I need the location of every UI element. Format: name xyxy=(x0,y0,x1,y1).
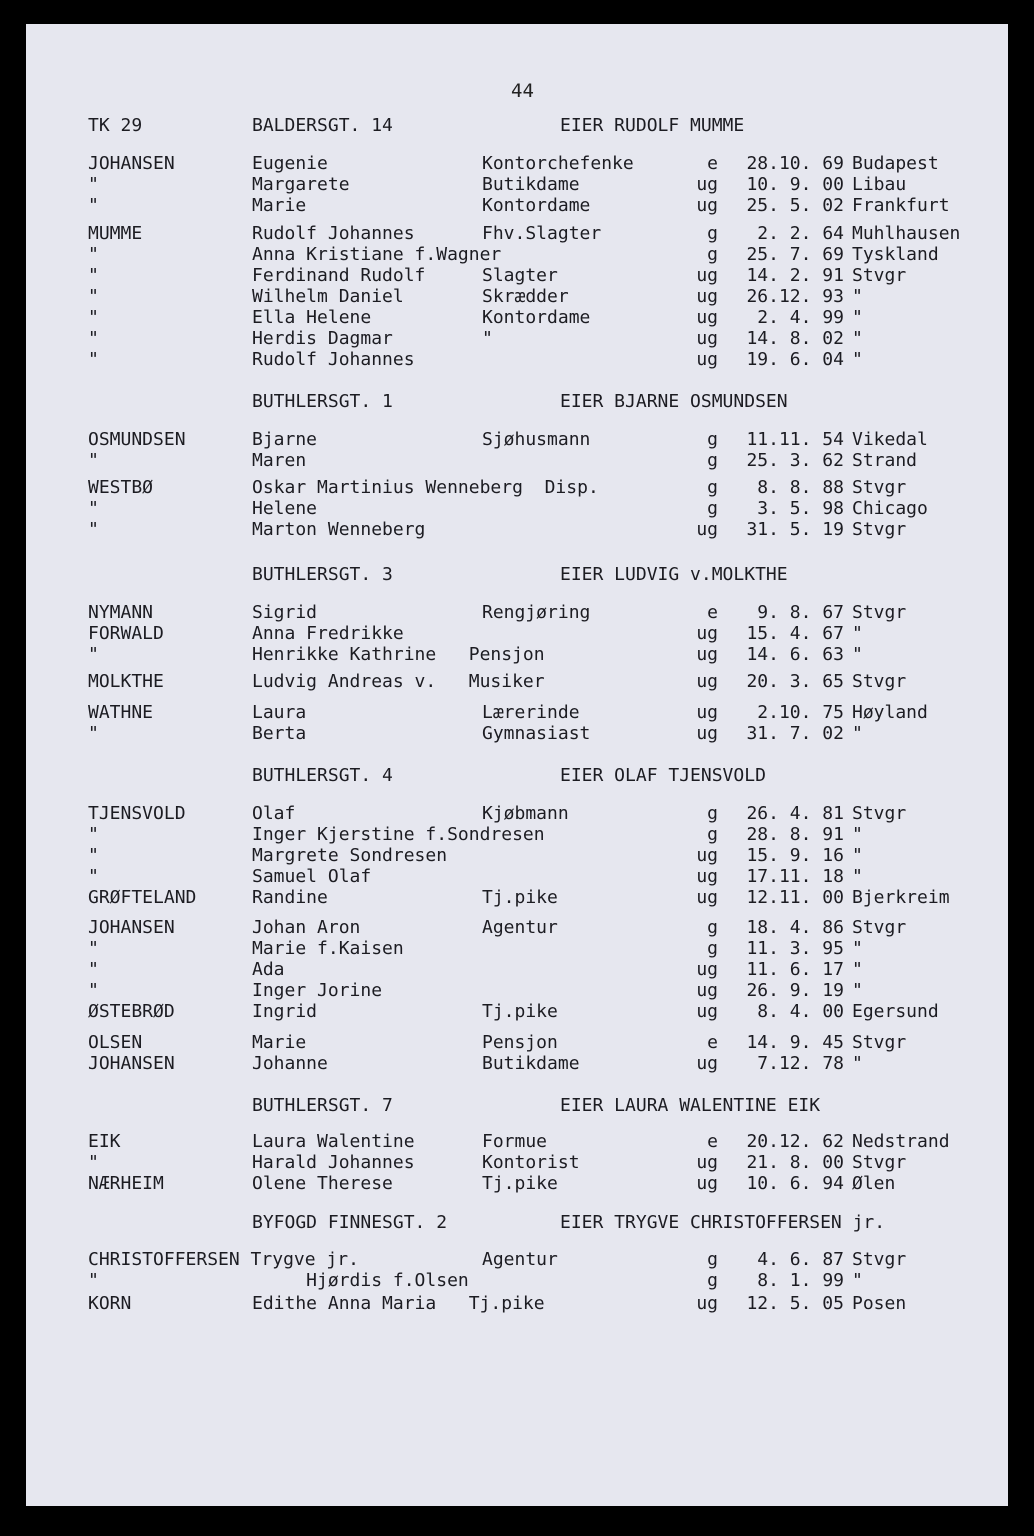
birth-date-cell: 17.11. 18 xyxy=(746,866,844,887)
birthplace-cell: Muhlhausen xyxy=(852,223,961,244)
birthplace-cell: Nedstrand xyxy=(852,1131,950,1152)
occupation-cell: Tj.pike xyxy=(482,887,558,908)
register-row xyxy=(26,477,1008,499)
surname-cell: " xyxy=(88,265,99,286)
marital-status-cell: ug xyxy=(696,1152,718,1173)
first-name-cell: Samuel Olaf xyxy=(252,866,372,887)
register-row xyxy=(26,980,1008,1002)
register-row xyxy=(26,1293,1008,1315)
birthplace-cell: Stvgr xyxy=(852,1032,907,1053)
section-address: BALDERSGT. 14 xyxy=(252,115,393,136)
birthplace-cell: Vikedal xyxy=(852,429,928,450)
register-row xyxy=(26,824,1008,846)
marital-status-cell: g xyxy=(707,938,718,959)
marital-status-cell: ug xyxy=(696,307,718,328)
register-row xyxy=(26,1131,1008,1153)
surname-cell: JOHANSEN xyxy=(88,1053,175,1074)
surname-cell: " xyxy=(88,723,99,744)
birth-date-cell: 28. 8. 91 xyxy=(746,824,844,845)
surname-cell: WESTBØ xyxy=(88,477,154,498)
marital-status-cell: ug xyxy=(696,845,718,866)
birthplace-cell: Stvgr xyxy=(852,803,907,824)
marital-status-cell: e xyxy=(707,602,718,623)
marital-status-cell: g xyxy=(707,1270,718,1291)
surname-cell: TJENSVOLD xyxy=(88,803,186,824)
first-name-cell: Anna Fredrikke xyxy=(252,623,404,644)
marital-status-cell: ug xyxy=(696,349,718,370)
occupation-cell: Sjøhusmann xyxy=(482,429,591,450)
section-header xyxy=(26,115,1008,137)
marital-status-cell: g xyxy=(707,429,718,450)
birth-date-cell: 21. 8. 00 xyxy=(746,1152,844,1173)
surname-cell: " xyxy=(88,450,99,471)
first-name-cell: Ferdinand Rudolf xyxy=(252,265,426,286)
register-row xyxy=(26,623,1008,645)
birthplace-cell: Stvgr xyxy=(852,1249,907,1270)
marital-status-cell: g xyxy=(707,223,718,244)
marital-status-cell: ug xyxy=(696,1053,718,1074)
first-name-cell: Marie xyxy=(252,1032,307,1053)
birthplace-cell: Stvgr xyxy=(852,1152,907,1173)
birth-date-cell: 12.11. 00 xyxy=(746,887,844,908)
birthplace-cell: " xyxy=(852,623,863,644)
surname-cell: " xyxy=(88,866,99,887)
register-row xyxy=(26,286,1008,308)
surname-cell: GRØFTELAND xyxy=(88,887,197,908)
first-name-cell: Marie xyxy=(252,195,307,216)
marital-status-cell: ug xyxy=(696,1293,718,1314)
first-name-cell: Margrete Sondresen xyxy=(252,845,448,866)
birth-date-cell: 25. 5. 02 xyxy=(746,195,844,216)
surname-cell: " xyxy=(88,286,99,307)
occupation-cell: Tj.pike xyxy=(482,1001,558,1022)
surname-cell: FORWALD xyxy=(88,623,164,644)
birthplace-cell: Stvgr xyxy=(852,602,907,623)
register-row xyxy=(26,845,1008,867)
register-row xyxy=(26,1032,1008,1054)
section-owner: EIER BJARNE OSMUNDSEN xyxy=(560,391,788,412)
birthplace-cell: " xyxy=(852,307,863,328)
birthplace-cell: " xyxy=(852,723,863,744)
section-owner: EIER LUDVIG v.MOLKTHE xyxy=(560,564,788,585)
marital-status-cell: ug xyxy=(696,1001,718,1022)
first-name-cell: Henrikke Kathrine Pensjon xyxy=(252,644,545,665)
register-row xyxy=(26,938,1008,960)
occupation-cell: Slagter xyxy=(482,265,558,286)
register-row xyxy=(26,519,1008,541)
section-address: BYFOGD FINNESGT. 2 xyxy=(252,1212,448,1233)
register-row xyxy=(26,1001,1008,1023)
section-owner: EIER LAURA WALENTINE EIK xyxy=(560,1095,821,1116)
section-owner: EIER TRYGVE CHRISTOFFERSEN jr. xyxy=(560,1212,886,1233)
birth-date-cell: 10. 6. 94 xyxy=(746,1173,844,1194)
surname-cell: " xyxy=(88,519,99,540)
tk-label: TK 29 xyxy=(88,115,143,136)
occupation-cell: Kontorchefenke xyxy=(482,153,634,174)
register-row xyxy=(26,244,1008,266)
first-name-cell: Maren xyxy=(252,450,307,471)
first-name-cell: Herdis Dagmar xyxy=(252,328,393,349)
register-row xyxy=(26,702,1008,724)
surname-cell: JOHANSEN xyxy=(88,153,175,174)
surname-cell: " xyxy=(88,244,99,265)
first-name-cell: Olaf xyxy=(252,803,296,824)
surname-cell: " xyxy=(88,174,99,195)
birth-date-cell: 20.12. 62 xyxy=(746,1131,844,1152)
page-number: 44 xyxy=(511,80,534,102)
marital-status-cell: ug xyxy=(696,866,718,887)
register-row xyxy=(26,195,1008,217)
marital-status-cell: ug xyxy=(696,328,718,349)
birth-date-cell: 4. 6. 87 xyxy=(757,1249,844,1270)
marital-status-cell: ug xyxy=(696,644,718,665)
birth-date-cell: 18. 4. 86 xyxy=(746,917,844,938)
register-row xyxy=(26,328,1008,350)
birthplace-cell: Egersund xyxy=(852,1001,939,1022)
birth-date-cell: 12. 5. 05 xyxy=(746,1293,844,1314)
marital-status-cell: ug xyxy=(696,959,718,980)
birthplace-cell: Chicago xyxy=(852,498,928,519)
birthplace-cell: Høyland xyxy=(852,702,928,723)
surname-cell: " xyxy=(88,349,99,370)
surname-cell: MUMME xyxy=(88,223,143,244)
marital-status-cell: ug xyxy=(696,195,718,216)
register-row xyxy=(26,1053,1008,1075)
register-row xyxy=(26,602,1008,624)
register-row xyxy=(26,307,1008,329)
occupation-cell: Agentur xyxy=(482,1249,558,1270)
register-row xyxy=(26,153,1008,175)
first-name-cell: Berta xyxy=(252,723,307,744)
birthplace-cell: Libau xyxy=(852,174,907,195)
surname-cell: CHRISTOFFERSEN Trygve jr. xyxy=(88,1249,359,1270)
marital-status-cell: ug xyxy=(696,265,718,286)
birthplace-cell: " xyxy=(852,866,863,887)
birthplace-cell: Frankfurt xyxy=(852,195,950,216)
surname-cell: " xyxy=(88,845,99,866)
birth-date-cell: 28.10. 69 xyxy=(746,153,844,174)
section-owner: EIER OLAF TJENSVOLD xyxy=(560,765,766,786)
first-name-cell: Bjarne xyxy=(252,429,318,450)
occupation-cell: Kontordame xyxy=(482,307,591,328)
marital-status-cell: e xyxy=(707,1032,718,1053)
first-name-cell: Sigrid xyxy=(252,602,318,623)
surname-cell: NÆRHEIM xyxy=(88,1173,164,1194)
first-name-cell: Harald Johannes xyxy=(252,1152,415,1173)
first-name-cell: Marton Wenneberg xyxy=(252,519,426,540)
surname-cell: " xyxy=(88,498,99,519)
first-name-cell: Eugenie xyxy=(252,153,328,174)
register-row xyxy=(26,959,1008,981)
birthplace-cell: " xyxy=(852,824,863,845)
surname-cell: " xyxy=(88,824,99,845)
birthplace-cell: Tyskland xyxy=(852,244,939,265)
birthplace-cell: Stvgr xyxy=(852,477,907,498)
birth-date-cell: 8. 8. 88 xyxy=(757,477,844,498)
birth-date-cell: 15. 9. 16 xyxy=(746,845,844,866)
register-row xyxy=(26,671,1008,693)
marital-status-cell: g xyxy=(707,803,718,824)
marital-status-cell: g xyxy=(707,1249,718,1270)
register-row xyxy=(26,429,1008,451)
register-row xyxy=(26,644,1008,666)
surname-cell: MOLKTHE xyxy=(88,671,164,692)
occupation-cell: Pensjon xyxy=(482,1032,558,1053)
birth-date-cell: 20. 3. 65 xyxy=(746,671,844,692)
occupation-cell: Kjøbmann xyxy=(482,803,569,824)
surname-cell: ØSTEBRØD xyxy=(88,1001,175,1022)
birthplace-cell: Ølen xyxy=(852,1173,896,1194)
birth-date-cell: 14. 2. 91 xyxy=(746,265,844,286)
first-name-cell: Wilhelm Daniel xyxy=(252,286,404,307)
first-name-cell: Oskar Martinius Wenneberg Disp. xyxy=(252,477,599,498)
occupation-cell: Butikdame xyxy=(482,174,580,195)
first-name-cell: Ludvig Andreas v. Musiker xyxy=(252,671,545,692)
birthplace-cell: " xyxy=(852,349,863,370)
occupation-cell: Tj.pike xyxy=(482,1173,558,1194)
birth-date-cell: 25. 7. 69 xyxy=(746,244,844,265)
surname-cell: " xyxy=(88,195,99,216)
surname-cell: OSMUNDSEN xyxy=(88,429,186,450)
birthplace-cell: Stvgr xyxy=(852,917,907,938)
birthplace-cell: " xyxy=(852,959,863,980)
register-row xyxy=(26,349,1008,371)
birth-date-cell: 14. 6. 63 xyxy=(746,644,844,665)
register-row xyxy=(26,450,1008,472)
birthplace-cell: Stvgr xyxy=(852,265,907,286)
occupation-cell: Rengjøring xyxy=(482,602,591,623)
first-name-cell: Ada xyxy=(252,959,285,980)
surname-cell: " xyxy=(88,307,99,328)
occupation-cell: Gymnasiast xyxy=(482,723,591,744)
section-owner: EIER RUDOLF MUMME xyxy=(560,115,745,136)
marital-status-cell: ug xyxy=(696,286,718,307)
birth-date-cell: 11.11. 54 xyxy=(746,429,844,450)
marital-status-cell: g xyxy=(707,450,718,471)
birth-date-cell: 7.12. 78 xyxy=(757,1053,844,1074)
marital-status-cell: ug xyxy=(696,519,718,540)
birth-date-cell: 8. 1. 99 xyxy=(757,1270,844,1291)
marital-status-cell: e xyxy=(707,1131,718,1152)
register-row xyxy=(26,265,1008,287)
surname-cell: WATHNE xyxy=(88,702,154,723)
first-name-cell: Inger Kjerstine f.Sondresen xyxy=(252,824,545,845)
section-address: BUTHLERSGT. 4 xyxy=(252,765,393,786)
marital-status-cell: ug xyxy=(696,887,718,908)
document-page xyxy=(26,24,1008,1506)
register-row xyxy=(26,803,1008,825)
surname-cell: " xyxy=(88,328,99,349)
surname-cell: " xyxy=(88,959,99,980)
occupation-cell: Butikdame xyxy=(482,1053,580,1074)
first-name-cell: Johan Aron xyxy=(252,917,361,938)
birth-date-cell: 25. 3. 62 xyxy=(746,450,844,471)
birth-date-cell: 14. 8. 02 xyxy=(746,328,844,349)
section-header xyxy=(26,391,1008,413)
section-address: BUTHLERSGT. 3 xyxy=(252,564,393,585)
first-name-cell: Johanne xyxy=(252,1053,328,1074)
first-name-cell: Rudolf Johannes xyxy=(252,223,415,244)
marital-status-cell: g xyxy=(707,917,718,938)
first-name-cell: Olene Therese xyxy=(252,1173,393,1194)
register-row xyxy=(26,1270,1008,1292)
birth-date-cell: 26. 9. 19 xyxy=(746,980,844,1001)
birthplace-cell: " xyxy=(852,1270,863,1291)
surname-cell: EIK xyxy=(88,1131,121,1152)
occupation-cell: Skrædder xyxy=(482,286,569,307)
register-row xyxy=(26,1173,1008,1195)
marital-status-cell: g xyxy=(707,477,718,498)
birth-date-cell: 31. 5. 19 xyxy=(746,519,844,540)
surname-cell: " xyxy=(88,938,99,959)
first-name-cell: Rudolf Johannes xyxy=(252,349,415,370)
section-address: BUTHLERSGT. 7 xyxy=(252,1095,393,1116)
birthplace-cell: Stvgr xyxy=(852,519,907,540)
marital-status-cell: ug xyxy=(696,723,718,744)
first-name-cell: Marie f.Kaisen xyxy=(252,938,404,959)
first-name-cell: Randine xyxy=(252,887,328,908)
birthplace-cell: " xyxy=(852,938,863,959)
surname-cell: " xyxy=(88,1152,99,1173)
marital-status-cell: g xyxy=(707,824,718,845)
register-row xyxy=(26,1249,1008,1271)
birthplace-cell: " xyxy=(852,980,863,1001)
register-row xyxy=(26,866,1008,888)
surname-cell: OLSEN xyxy=(88,1032,143,1053)
occupation-cell: Kontordame xyxy=(482,195,591,216)
birthplace-cell: " xyxy=(852,644,863,665)
surname-cell: NYMANN xyxy=(88,602,154,623)
marital-status-cell: ug xyxy=(696,980,718,1001)
register-row xyxy=(26,223,1008,245)
birth-date-cell: 15. 4. 67 xyxy=(746,623,844,644)
birth-date-cell: 26.12. 93 xyxy=(746,286,844,307)
birth-date-cell: 2. 2. 64 xyxy=(757,223,844,244)
first-name-cell: Inger Jorine xyxy=(252,980,383,1001)
surname-cell: " xyxy=(88,644,99,665)
birthplace-cell: Stvgr xyxy=(852,671,907,692)
register-row xyxy=(26,174,1008,196)
register-row xyxy=(26,1152,1008,1174)
occupation-cell: Kontorist xyxy=(482,1152,580,1173)
register-row xyxy=(26,723,1008,745)
marital-status-cell: ug xyxy=(696,623,718,644)
surname-cell: KORN xyxy=(88,1293,132,1314)
birth-date-cell: 3. 5. 98 xyxy=(757,498,844,519)
birthplace-cell: Posen xyxy=(852,1293,907,1314)
birthplace-cell: " xyxy=(852,1053,863,1074)
marital-status-cell: ug xyxy=(696,174,718,195)
first-name-cell: Margarete xyxy=(252,174,350,195)
first-name-cell: Laura Walentine xyxy=(252,1131,415,1152)
surname-cell: " xyxy=(88,980,99,1001)
birth-date-cell: 19. 6. 04 xyxy=(746,349,844,370)
birth-date-cell: 11. 3. 95 xyxy=(746,938,844,959)
section-header xyxy=(26,564,1008,586)
register-row xyxy=(26,498,1008,520)
section-header xyxy=(26,1095,1008,1117)
occupation-cell: " xyxy=(482,328,493,349)
marital-status-cell: ug xyxy=(696,671,718,692)
birthplace-cell: Budapest xyxy=(852,153,939,174)
birth-date-cell: 26. 4. 81 xyxy=(746,803,844,824)
marital-status-cell: g xyxy=(707,498,718,519)
occupation-cell: Agentur xyxy=(482,917,558,938)
first-name-cell: Edithe Anna Maria Tj.pike xyxy=(252,1293,545,1314)
marital-status-cell: ug xyxy=(696,1173,718,1194)
birthplace-cell: Bjerkreim xyxy=(852,887,950,908)
first-name-cell: Ingrid xyxy=(252,1001,318,1022)
first-name-cell: Helene xyxy=(252,498,318,519)
marital-status-cell: g xyxy=(707,244,718,265)
birth-date-cell: 9. 8. 67 xyxy=(757,602,844,623)
surname-cell: " xyxy=(88,1270,99,1291)
marital-status-cell: e xyxy=(707,153,718,174)
birth-date-cell: 2.10. 75 xyxy=(757,702,844,723)
first-name-cell: Hjørdis f.Olsen xyxy=(252,1270,469,1291)
section-address: BUTHLERSGT. 1 xyxy=(252,391,393,412)
occupation-cell: Fhv.Slagter xyxy=(482,223,602,244)
register-row xyxy=(26,917,1008,939)
birth-date-cell: 10. 9. 00 xyxy=(746,174,844,195)
birth-date-cell: 8. 4. 00 xyxy=(757,1001,844,1022)
occupation-cell: Formue xyxy=(482,1131,548,1152)
surname-cell: JOHANSEN xyxy=(88,917,175,938)
birthplace-cell: " xyxy=(852,328,863,349)
birthplace-cell: Strand xyxy=(852,450,918,471)
birthplace-cell: " xyxy=(852,845,863,866)
occupation-cell: Lærerinde xyxy=(482,702,580,723)
first-name-cell: Laura xyxy=(252,702,307,723)
first-name-cell: Ella Helene xyxy=(252,307,372,328)
birth-date-cell: 2. 4. 99 xyxy=(757,307,844,328)
birth-date-cell: 14. 9. 45 xyxy=(746,1032,844,1053)
marital-status-cell: ug xyxy=(696,702,718,723)
first-name-cell: Anna Kristiane f.Wagner xyxy=(252,244,502,265)
section-header xyxy=(26,765,1008,787)
birth-date-cell: 11. 6. 17 xyxy=(746,959,844,980)
birth-date-cell: 31. 7. 02 xyxy=(746,723,844,744)
section-header xyxy=(26,1212,1008,1234)
register-row xyxy=(26,887,1008,909)
birthplace-cell: " xyxy=(852,286,863,307)
